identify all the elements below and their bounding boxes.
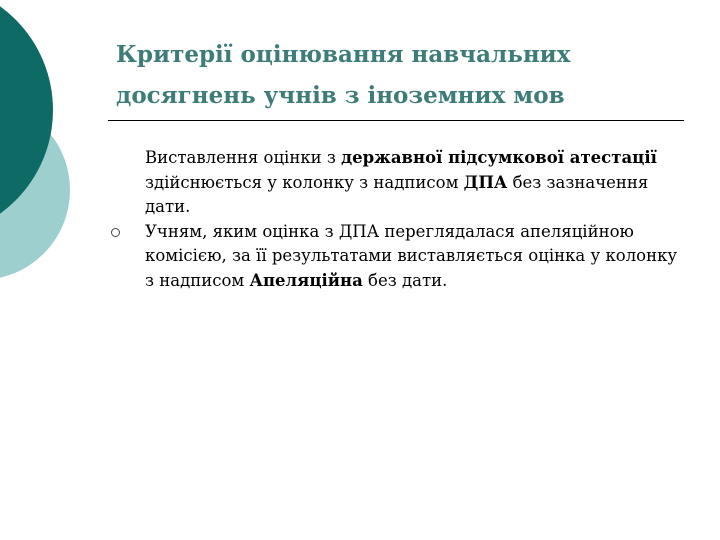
paragraph-dpa-grading [145, 146, 690, 220]
text-run: Учням, яким оцінка з ДПА переглядалася апеляційною комісією, за її результатами виставляється оцінка у колонку з надписом [145, 221, 678, 290]
decorative-circles [0, 0, 80, 300]
bold-term-appeal: Апеляційна [249, 270, 363, 290]
slide-body [145, 146, 690, 293]
text-run: без зазначення дати. [145, 172, 649, 216]
text-run: здійснюється у колонку з надписом [145, 172, 464, 192]
title-divider [108, 120, 684, 121]
text-run: без дати. [362, 270, 448, 290]
hollow-circle-bullet-icon [111, 228, 120, 237]
text-run: Виставлення оцінки з [145, 148, 342, 167]
paragraph-appeal-grading [145, 220, 690, 294]
bold-term-state-final-attestation: державної підсумкової атестації [341, 148, 657, 167]
bold-term-dpa: ДПА [463, 172, 508, 192]
slide-title: Критерії оцінювання навчальних досягнень учнів з іноземних мов [116, 41, 571, 109]
